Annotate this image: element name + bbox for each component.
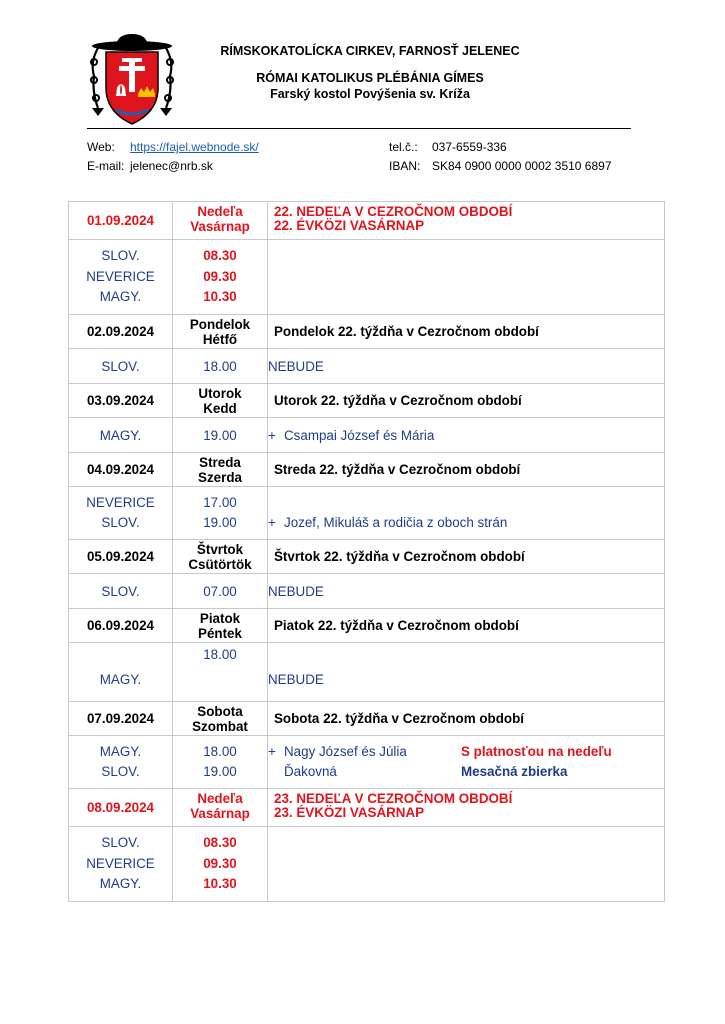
note-collection: Mesačná zbierka [461,764,568,779]
date-cell: 05.09.2024 [69,540,173,574]
day-name-cell [173,702,268,736]
tel-value: 037-6559-336 [432,140,507,154]
place-cell: SLOV. [69,574,173,609]
tel-label: tel.č.: [389,140,418,154]
table-row [69,240,665,315]
date-cell: 02.09.2024 [69,315,173,349]
time: 17.00 [203,494,237,510]
date-cell: 06.09.2024 [69,609,173,643]
contact-left [87,138,259,176]
time-cell: 18.00 [173,349,268,384]
place-cell [69,736,173,789]
place-cell: SLOV. [69,349,173,384]
place: SLOV. [101,248,140,264]
date-cell: 03.09.2024 [69,384,173,418]
place-cell: MAGY. [69,643,173,702]
liturgy-title-cell: Sobota 22. týždňa v Cezročnom období [268,702,665,736]
intention-cell [268,240,665,315]
time-cell: 07.00 [173,574,268,609]
time: 10.30 [203,876,237,892]
place: SLOV. [101,835,140,851]
intention-cell: NEBUDE [268,574,665,609]
time-cell [173,240,268,315]
place-cell [69,487,173,540]
intention-cell: NEBUDE [268,643,665,702]
header-divider [87,128,631,129]
day-name-cell [173,202,268,240]
day-name-sk: Nedeľa [197,204,243,219]
place-cell [69,240,173,315]
table-row [69,418,665,453]
email-label: E-mail: [87,159,125,173]
intention-cell [268,827,665,902]
day-name-hu: Csütörtök [188,556,252,572]
date-cell: 07.09.2024 [69,702,173,736]
time: 08.30 [203,835,237,851]
web-link[interactable]: https://fajel.webnode.sk/ [130,140,259,154]
time: 09.30 [203,855,237,871]
day-name-sk: Utorok [198,385,242,401]
place: MAGY. [99,876,142,892]
table-row [69,384,665,418]
day-name-sk: Pondelok [189,316,251,332]
time: 08.30 [203,248,237,264]
place: MAGY. [99,289,142,305]
contact-right [389,138,612,176]
liturgy-title-sk: 22. NEDEĽA V CEZROČNOM OBDOBÍ [274,204,513,219]
table-row [69,702,665,736]
day-name-cell [173,609,268,643]
day-name-sk: Nedeľa [197,791,243,806]
plus-sign: + [268,743,276,759]
day-name-hu: Szerda [198,469,242,485]
table-row [69,736,665,789]
intention-text: Nagy József és Júlia [284,743,407,759]
liturgy-title-cell: Streda 22. týždňa v Cezročnom období [268,453,665,487]
place-cell: MAGY. [69,418,173,453]
liturgy-title-hu: 22. ÉVKÖZI VASÁRNAP [274,218,425,233]
day-name-cell [173,315,268,349]
liturgy-title-cell [268,202,665,240]
day-name-cell [173,540,268,574]
day-name-cell [173,789,268,827]
liturgy-title-hu: 23. ÉVKÖZI VASÁRNAP [274,805,425,820]
day-name-sk: Sobota [197,703,243,719]
intention-cell [268,418,665,453]
time-cell: 18.00 [173,643,268,702]
time-cell: 19.00 [173,418,268,453]
liturgy-title-cell: Piatok 22. týždňa v Cezročnom období [268,609,665,643]
table-row [69,487,665,540]
web-label: Web: [87,140,115,154]
place: NEVERICE [86,494,155,510]
note-validity: S platnosťou na nedeľu [461,743,612,759]
day-name-cell [173,453,268,487]
intention-text: Jozef, Mikuláš a rodičia z oboch strán [284,515,508,530]
place: NEVERICE [86,855,155,871]
intention-cell: NEBUDE [268,349,665,384]
time-cell [173,827,268,902]
iban-label: IBAN: [389,159,421,173]
time: 09.30 [203,268,237,284]
time: 19.00 [203,515,237,530]
plus-sign: + [268,427,276,443]
place: MAGY. [99,743,142,759]
table-row [69,643,665,702]
day-name-hu: Péntek [198,625,242,641]
time: 19.00 [203,764,237,779]
liturgy-title-sk: 23. NEDEĽA V CEZROČNOM OBDOBÍ [274,791,513,806]
table-row [69,609,665,643]
day-name-cell [173,384,268,418]
table-row [69,349,665,384]
day-name-sk: Piatok [199,610,241,626]
liturgy-title-cell: Pondelok 22. týždňa v Cezročnom období [268,315,665,349]
liturgy-title-cell: Štvrtok 22. týždňa v Cezročnom období [268,540,665,574]
mass-schedule-table [68,201,665,902]
table-row [69,789,665,827]
iban-value: SK84 0900 0000 0002 3510 6897 [432,159,612,173]
day-name-hu: Vasárnap [190,806,250,821]
liturgy-title-cell [268,789,665,827]
day-name-sk: Štvrtok [196,541,244,557]
parish-name-sk: RÍMSKOKATOLÍCKA CIRKEV, FARNOSŤ JELENEC [220,44,520,58]
time-cell [173,487,268,540]
day-name-hu: Hétfő [202,331,238,347]
liturgy-title-cell: Utorok 22. týždňa v Cezročnom období [268,384,665,418]
time-cell [173,736,268,789]
time: 10.30 [203,289,237,305]
plus-sign: + [268,515,276,530]
church-name: Farský kostol Povýšenia sv. Kríža [270,87,470,101]
date-cell: 01.09.2024 [69,202,173,240]
intention-text: Csampai József és Mária [284,427,435,443]
intention-text: Ďakovná [284,764,337,779]
table-row [69,827,665,902]
day-name-sk: Streda [199,454,241,470]
table-row [69,540,665,574]
place: SLOV. [101,764,140,779]
table-row [69,202,665,240]
table-row [69,574,665,609]
parish-crest-logo [86,32,178,128]
time: 18.00 [203,743,237,759]
place: SLOV. [101,515,140,530]
day-name-hu: Vasárnap [190,219,250,234]
place: NEVERICE [86,268,155,284]
email-value: jelenec@nrb.sk [130,159,213,173]
table-row [69,315,665,349]
day-name-hu: Szombat [192,718,248,734]
place-cell [69,827,173,902]
table-row [69,453,665,487]
date-cell: 08.09.2024 [69,789,173,827]
intention-cell [268,487,665,540]
intention-cell [268,736,665,789]
parish-name-hu: RÓMAI KATOLIKUS PLÉBÁNIA GÍMES [256,71,484,85]
date-cell: 04.09.2024 [69,453,173,487]
day-name-hu: Kedd [203,400,237,416]
